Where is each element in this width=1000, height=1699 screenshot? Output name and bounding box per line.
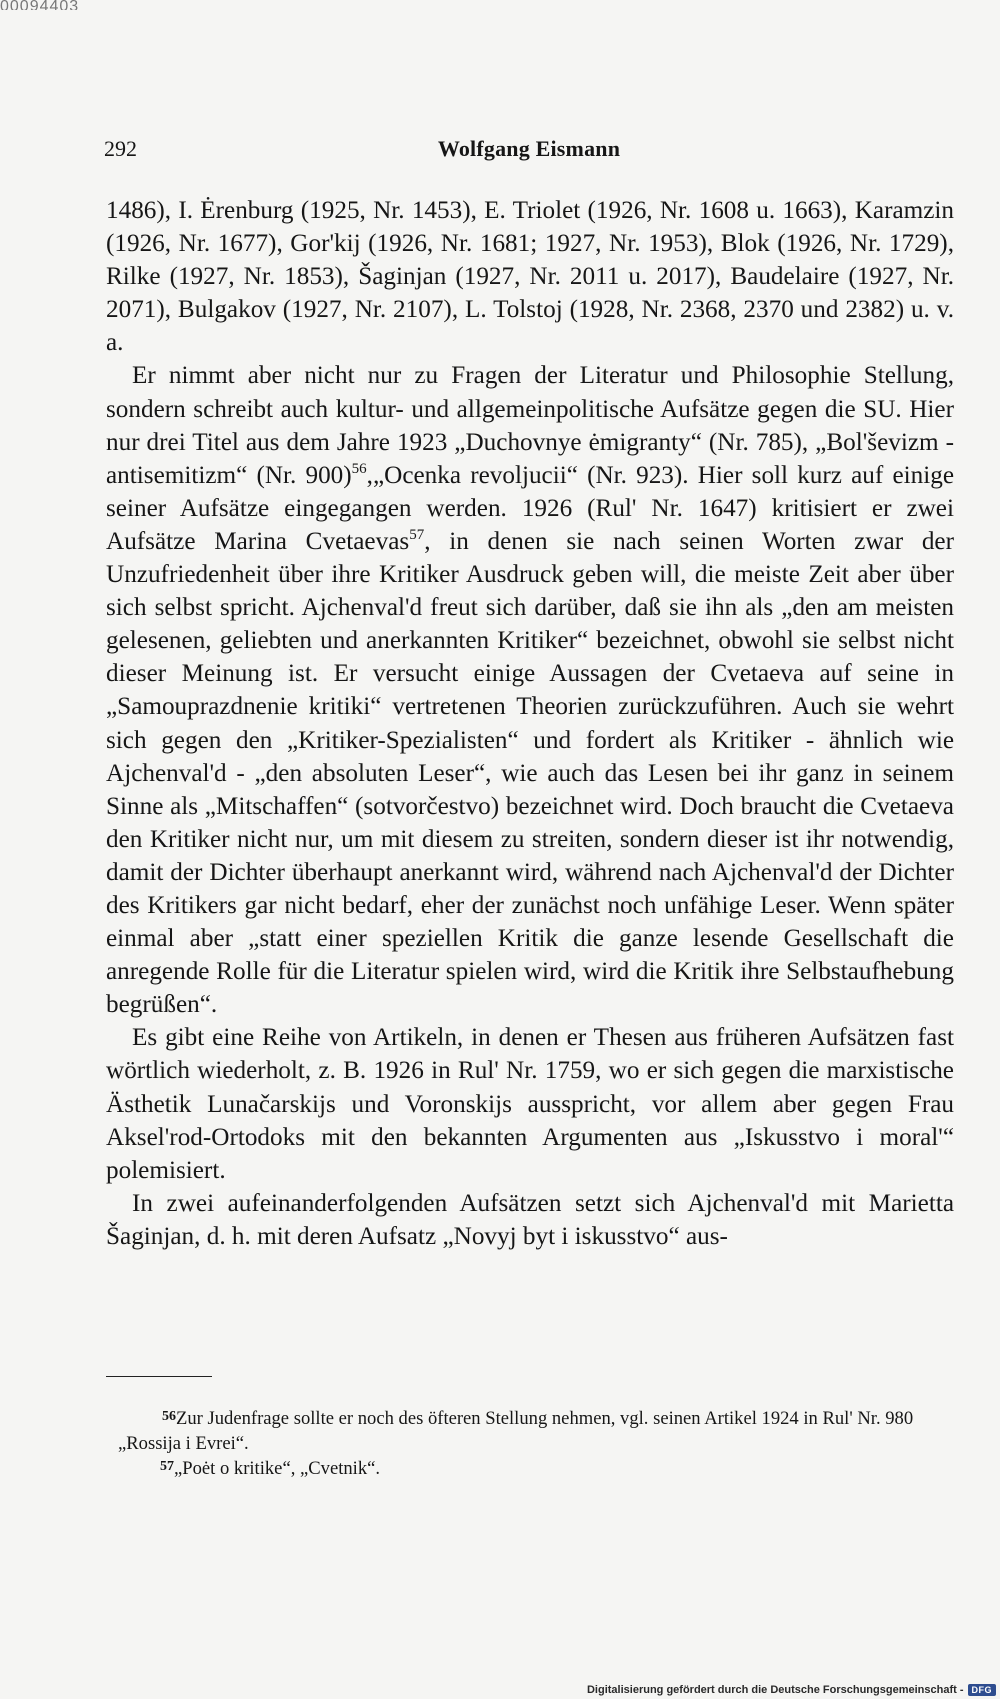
body-text <box>106 194 954 1253</box>
paragraph-1: 1486), I. Ėrenburg (1925, Nr. 1453), E. Triolet (1926, Nr. 1608 u. 1663), Karamzin (1926, Nr. 1677), Gor'kij (1926, Nr. 1681; 1927, Nr. 1953), Blok (1926, Nr. 1729), Rilke (1927, Nr. 1853), Šaginjan (1927, Nr. 2011 u. 2017), Baudelaire (1927, Nr. 2071), Bulgakov (1927, Nr. 2107), L. Tolstoj (1928, Nr. 2368, 2370 und 2382) u. v. a. <box>106 197 954 357</box>
footnote-ref-56: 56 <box>351 460 367 477</box>
paragraph-2-part-b: ,„Ocenka revoljucii“ (Nr. 923). Hier soll kurz auf einige seiner Aufsätze eingegangen werden. 1926 (Rul' Nr. 1647) kritisiert er zwei Aufsätze Marina Cvetaevas <box>106 461 954 555</box>
running-head <box>104 136 954 166</box>
footnote-mark: 56 <box>162 1409 176 1424</box>
paragraph-4: In zwei aufeinanderfolgenden Aufsätzen setzt sich Ajchenval'd mit Marietta Šaginjan, d. h. mit deren Aufsatz „Novyj byt i iskusstvo“ aus- <box>106 1189 954 1250</box>
credit-text: Digitalisierung gefördert durch die Deutsche Forschungsgemeinschaft - <box>586 1684 964 1696</box>
paragraph-2-part-a: Er nimmt aber nicht nur zu Fragen der Literatur und Philosophie Stellung, sondern schreibt auch kultur- und allgemeinpolitische Aufsätze gegen die SU. Hier nur drei Titel aus dem Jahre 1923 „Duchovnye ėmigranty“ (Nr. 785), „Bol'ševizm - antisemitizm“ (Nr. 900) <box>106 362 954 489</box>
footnote-text: „Poėt o kritike“, „Cvetnik“. <box>174 1458 381 1479</box>
footnote-text: Zur Judenfrage sollte er noch des öfteren Stellung nehmen, vgl. seinen Artikel 1924 in Rul' Nr. 980 „Rossija i Evrei“. <box>118 1408 914 1454</box>
paragraph-3: Es gibt eine Reihe von Artikeln, in denen er Thesen aus früheren Aufsätzen fast wörtlich wiederholt, z. B. 1926 in Rul' Nr. 1759, wo er sich gegen die marxistische Ästhetik Lunačarskijs und Voronskijs ausspricht, vor allem aber gegen Frau Aksel'rod-Ortodoks mit den bekannten Argumenten aus „Iskusstvo i moral'“ polemisiert. <box>106 1024 954 1184</box>
footnote-ref-57: 57 <box>409 526 425 543</box>
paragraph-2-part-c: , in denen sie nach seinen Worten zwar der Unzufriedenheit über ihre Kritiker Ausdruck geben will, die meiste Zeit aber über sich selbst spricht. Ajchenval'd freut sich darüber, daß sie ihn als „den am meisten gelesenen, geliebten und anerkannten Kritiker“ bezeichnet, obwohl sie selbst nicht dieser Meinung ist. Er versucht einige Aussagen der Cvetaeva auf seine in „Samouprazdnenie kritiki“ vertretenen Theorien zurückzuführen. Auch sie wehrt sich gegen den „Kritiker-Spezialisten“ und fordert als Kritiker - ähnlich wie Ajchenval'd - „den absoluten Leser“, wie auch das Lesen bei ihr ganz in seinem Sinne als „Mitschaffen“ (sotvorčestvo) bezeichnet wird. Doch braucht die Cvetaeva den Kritiker nicht nur, um mit diesem zu streiten, sondern dieser ist ihr notwendig, damit der Dichter überhaupt anerkannt wird, während nach Ajchenval'd der Dichter des Kritikers gar nicht bedarf, eher der zunächst noch unfähige Leser. Wenn später einmal aber „statt einer speziellen Kritik die ganze lesende Gesellschaft die anregende Rolle für die Literatur spielen wird, wird die Kritik ihre Selbstaufhebung begrüßen“. <box>106 527 954 1019</box>
footnote-57 <box>118 1456 968 1481</box>
scan-id-fragment: 00094403 <box>0 0 80 10</box>
dfg-logo-icon: DFG <box>968 1684 997 1696</box>
footnote-mark: 57 <box>160 1459 174 1474</box>
paragraph-2 <box>106 359 954 1021</box>
footnote-rule <box>106 1376 212 1377</box>
footnote-56 <box>118 1406 968 1456</box>
page-number: 292 <box>104 136 137 161</box>
digitization-credit <box>587 1684 996 1696</box>
footnotes <box>118 1406 968 1481</box>
running-head-author: Wolfgang Eismann <box>437 136 621 161</box>
